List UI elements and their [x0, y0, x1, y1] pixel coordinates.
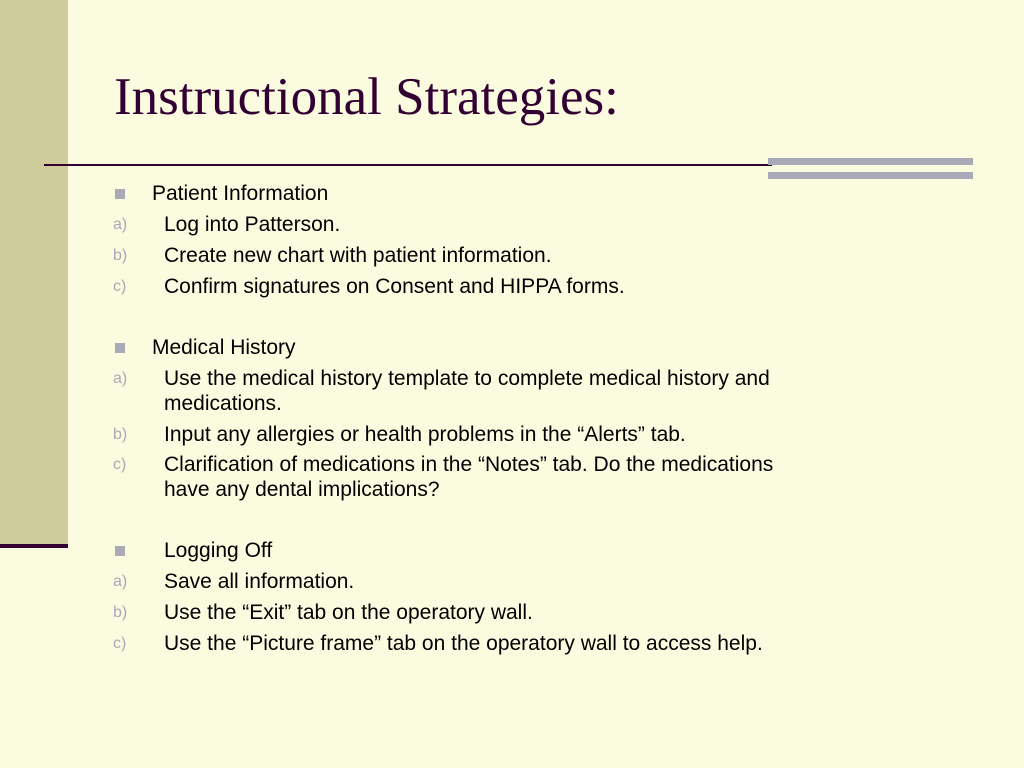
list-item: Use the “Exit” tab on the operatory wall. — [164, 601, 533, 624]
list-marker: a) — [113, 216, 128, 233]
square-bullet-icon — [115, 189, 125, 199]
list-marker: a) — [113, 573, 128, 590]
square-bullet-icon — [115, 343, 125, 353]
square-bullet-icon — [115, 546, 125, 556]
section-heading: Logging Off — [164, 539, 273, 562]
list-item: Create new chart with patient information. — [164, 244, 552, 267]
list-marker: c) — [113, 456, 127, 473]
section-heading: Patient Information — [152, 182, 329, 205]
list-marker: c) — [113, 635, 127, 652]
list-item: Clarification of medications in the “Notes” tab. Do the medications — [164, 453, 774, 476]
list-item-continuation: medications. — [164, 392, 282, 415]
list-item-continuation: have any dental implications? — [164, 478, 440, 501]
list-marker: b) — [113, 426, 128, 443]
list-item: Confirm signatures on Consent and HIPPA forms. — [164, 275, 625, 298]
list-item: Use the “Picture frame” tab on the operatory wall to access help. — [164, 632, 763, 655]
list-marker: c) — [113, 278, 127, 295]
section-heading: Medical History — [152, 336, 296, 359]
list-marker: b) — [113, 247, 128, 264]
list-marker: b) — [113, 604, 128, 621]
slide-title: Instructional Strategies: — [114, 68, 619, 126]
list-item: Input any allergies or health problems in the “Alerts” tab. — [164, 423, 686, 446]
list-item: Use the medical history template to complete medical history and — [164, 367, 770, 390]
list-item: Save all information. — [164, 570, 355, 593]
list-item: Log into Patterson. — [164, 213, 341, 236]
list-marker: a) — [113, 370, 128, 387]
